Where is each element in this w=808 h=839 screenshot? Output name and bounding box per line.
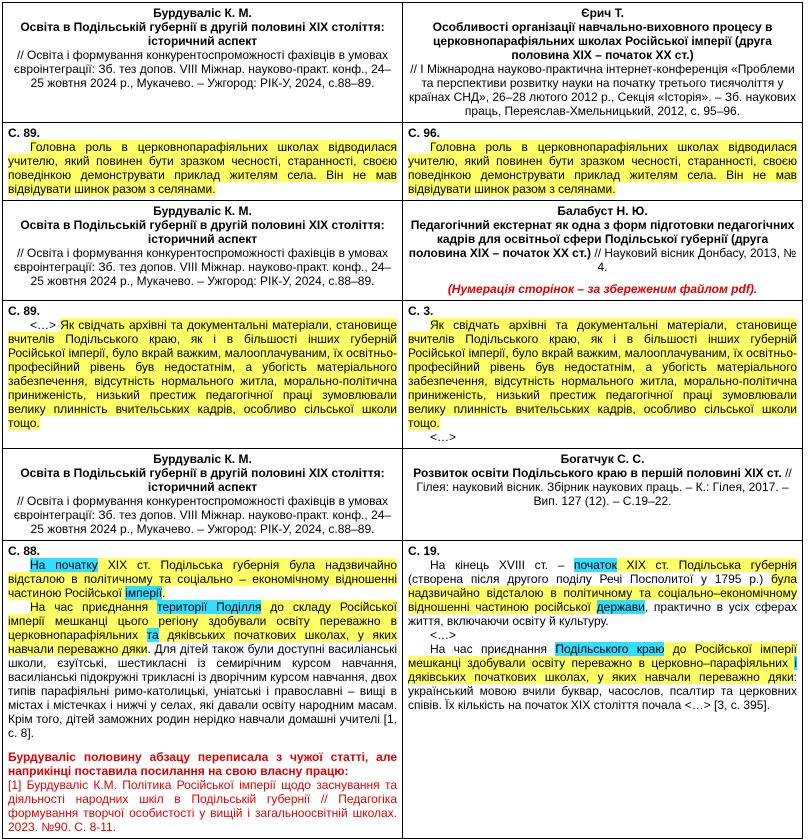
right-source-3: // Гілея: науковий вісник. Збірник наукових праць. – К.: Гілея, 2017. – Вип. 127 (12). – С.19–22.: [416, 466, 792, 508]
right-excerpt-1: [403, 123, 803, 201]
left-author-1: Бурдуваліс К. М.: [153, 6, 252, 20]
right-ellipsis-2: <…>: [430, 430, 457, 444]
seg-r1-3: (створена після другого поділу Речі Посполитої у 1795 р.): [408, 572, 771, 586]
left-source-2: // Освіта і формування конкурентоспроможності фахівців в умовах євроінтеграції: Зб. тез допов. VIII Міжнар. науково-практ. конф., 24–25 жовтня 2024 р., Мукачево. – Ужгород: РІК-У, 2024, с.88–89.: [13, 246, 392, 288]
seg-r1-2: XIX ст. Подільська губернія: [616, 558, 797, 572]
seg-r1-4: була надзвичайно відсталою в політичному та соціально–економічному відношенні частиною російської: [408, 572, 797, 614]
seg-l2-0: На час приєднання: [30, 600, 158, 614]
source-row-3: [3, 449, 803, 541]
left-reference-2: [3, 201, 403, 301]
left-highlight-2: Як свідчать архівні та документальні матеріали, становище вчителів Подільського краю, як і в більшості інших губерній Російської імперії, було вкрай важким, малооплачуваним, їх освітньо-професійний рівень був недостатнім, а убогість матеріального забезпечення, відсутність нормального житла, морально-політична приниженість, низький престиж педагогічної праці зумовлювали велику плинність вчительських кадрів, особливо сільської школи тощо.: [8, 318, 397, 430]
page-numbering-note: (Нумерація сторінок – за збереженим файлом pdf).: [447, 282, 758, 296]
left-page-1: С. 89.: [8, 126, 41, 140]
seg-r1-0: На кінець XVIII ст. –: [430, 558, 574, 572]
seg-r1-1: початок: [574, 558, 617, 572]
self-citation: [1] Бурдуваліс К.М. Політика Російської імперії щодо заснування та діяльності народних шкіл в Подільській губернії // Педагогіка формування творчої особистості у вищій і загальноосвітній школах. 2023. №90. С. 8-11.: [8, 778, 397, 834]
text-row-3: [3, 541, 803, 839]
right-page-3: С. 19.: [408, 544, 441, 558]
right-paragraph-3b: [408, 642, 797, 712]
right-author-1: Єрич Т.: [581, 6, 624, 20]
comparison-table: [2, 2, 803, 839]
seg-l2-3: та: [146, 628, 159, 642]
source-row-1: [3, 3, 803, 123]
right-title-3: Розвиток освіти Подільського краю в першій половині XIX ст.: [413, 466, 782, 480]
left-excerpt-2: [3, 301, 403, 449]
right-excerpt-3: [403, 541, 803, 839]
seg-r2-5: : український мовою вчили буквар, часослов, псалтир та церковних співів. Їх кількість на початок XIX століття почала <…> [3, с. 395].: [408, 670, 797, 712]
left-excerpt-1: [3, 123, 403, 201]
left-paragraph-3b: [8, 600, 397, 740]
right-highlight-1: Головна роль в церковнопарафіяльних школах відводилася учителю, який повинен бути зразком чесності, старанності, своєю поведінкою демонструвати приклад жителям села. Він не мав відвідувати шинок разом з селянами.: [408, 140, 797, 196]
seg-r2-2: до Російської імперії мешканці здобували освіту переважно в церковно–парафіяльних: [408, 642, 797, 670]
left-source-3: // Освіта і формування конкурентоспроможності фахівців в умовах євроінтеграції: Зб. тез допов. VIII Міжнар. науково-практ. конф., 24–25 жовтня 2024 р., Мукачево. – Ужгород: РІК-У, 2024, с.88–89.: [13, 494, 392, 536]
text-row-2: [3, 301, 803, 449]
left-author-3: Бурдуваліс К. М.: [153, 452, 252, 466]
text-row-1: [3, 123, 803, 201]
left-page-3: С. 88.: [8, 544, 41, 558]
right-excerpt-2: [403, 301, 803, 449]
left-highlight-1: Головна роль в церковнопарафіяльних школах відводилася учителю, який повинен бути зразком чесності, старанності, своєю поведінкою демонструвати приклад жителям села. Він не мав відвідувати шинок разом з селянами.: [8, 140, 397, 196]
right-source-2: // Науковий вісник Донбасу, 2013, № 4.: [594, 246, 797, 274]
right-highlight-2: Як свідчать архівні та документальні матеріали, становище вчителів Подільського краю, як і в більшості інших губерній Російської імперії, було вкрай важким, малооплачуваним, їх освітньо-професійний рівень був недостатнім, а убогість матеріального забезпечення, відсутність нормального житла, морально-політична приниженість, низький престиж педагогічної праці зумовлювали велику плинність вчительських кадрів, особливо сільської школи тощо.: [408, 318, 797, 430]
right-title-2: Педагогічний екстернат як одна з форм підготовки педагогічних кадрів для освітньої сфери Подільської губернії (друга половина XIX – початок XX ст.): [408, 218, 795, 260]
left-excerpt-3: [3, 541, 403, 839]
seg-l2-5: . Для дітей також були доступні василіанські школи, єзуїтські, шестикласні із семирічним курсом навчання, василіанські підокружні трикласні із дворічним курсом навчання, двох типів парафіяльні римо-католицькі, уніатські і православні – вищі в містах і містечках і нижчі у селах, які давали освіту народним масам. Крім того, дітей заможних родин нерідко навчали домашні учителі [1, с. 8].: [8, 642, 397, 740]
left-source-1: // Освіта і формування конкурентоспроможності фахівців в умовах євроінтеграції: Зб. тез допов. VIII Міжнар. науково-практ. конф., 24–25 жовтня 2024 р., Мукачево. – Ужгород: РІК-У, 2024, с.88–89.: [13, 48, 392, 90]
seg-l1-1: XIX ст. Подільська губернія була надзвичайно відсталою в політичному та соціально – економічному відношенні частиною Російської: [8, 558, 398, 600]
plagiarism-comment: Бурдуваліс половину абзацу переписала з чужої статті, але наприкінці поставила посилання на свою власну працю:: [8, 750, 397, 778]
left-title-2: Освіта в Подільській губернії в другій половині XIX століття: історичний аспект: [20, 218, 385, 246]
right-reference-2: [403, 201, 803, 301]
right-reference-3: [403, 449, 803, 541]
seg-r2-3: і: [794, 656, 797, 670]
right-paragraph-3a: [408, 558, 797, 628]
right-author-3: Богатчук С. С.: [560, 452, 645, 466]
seg-r1-5: держави: [596, 600, 645, 614]
right-author-2: Балабуст Н. Ю.: [557, 204, 648, 218]
right-ellipsis-3: <…>: [430, 628, 457, 642]
seg-l1-0: На початку: [30, 558, 98, 572]
left-author-2: Бурдуваліс К. М.: [153, 204, 252, 218]
left-reference-1: [3, 3, 403, 123]
seg-l2-4: дяківських початкових школах, у яких навчали переважно дяки: [8, 628, 397, 656]
left-reference-3: [3, 449, 403, 541]
right-reference-1: [403, 3, 803, 123]
left-title-3: Освіта в Подільській губернії в другій половині XIX століття: історичний аспект: [20, 466, 385, 494]
left-title-1: Освіта в Подільській губернії в другій половині XIX століття: історичний аспект: [20, 20, 385, 48]
left-page-2: С. 89.: [8, 304, 41, 318]
seg-r2-1: Подільського краю: [555, 642, 665, 656]
seg-l1-2: імперії: [125, 586, 163, 600]
right-title-1: Особливості організації навчально-виховного процесу в церковнопарафіяльних школах Російської імперії (друга половина XIX – початок XX ст.): [432, 20, 773, 62]
right-source-1: // І Міжнародна науково-практична інтернет-конференція «Проблеми та перспективи розвитку науки на початку третього тисячоліття у країнах СНД», 26–28 лютого 2012 р., Секція «Історія». – Зб. наукових праць, Переяслав-Хмельницький, 2012, с. 95–96.: [409, 62, 796, 118]
seg-l2-1: території Поділля: [157, 600, 262, 614]
seg-r1-6: , практично в усіх сферах життя, включаючи освіту й культуру.: [408, 600, 798, 628]
left-ellipsis-2: <…>: [30, 318, 57, 332]
right-page-2: С. 3.: [408, 304, 434, 318]
left-paragraph-3a: [8, 558, 397, 600]
seg-l1-3: .: [162, 586, 166, 600]
seg-l2-2: до складу Російської імперії мешканці цього регіону здобували освіту переважно в церковнопарафіяльних: [8, 600, 397, 642]
seg-r2-4: дяківських початкових школах, у яких навчали переважно дяки: [408, 670, 794, 684]
right-page-1: С. 96.: [408, 126, 441, 140]
source-row-2: [3, 201, 803, 301]
seg-r2-0: На час приєднання: [430, 642, 556, 656]
